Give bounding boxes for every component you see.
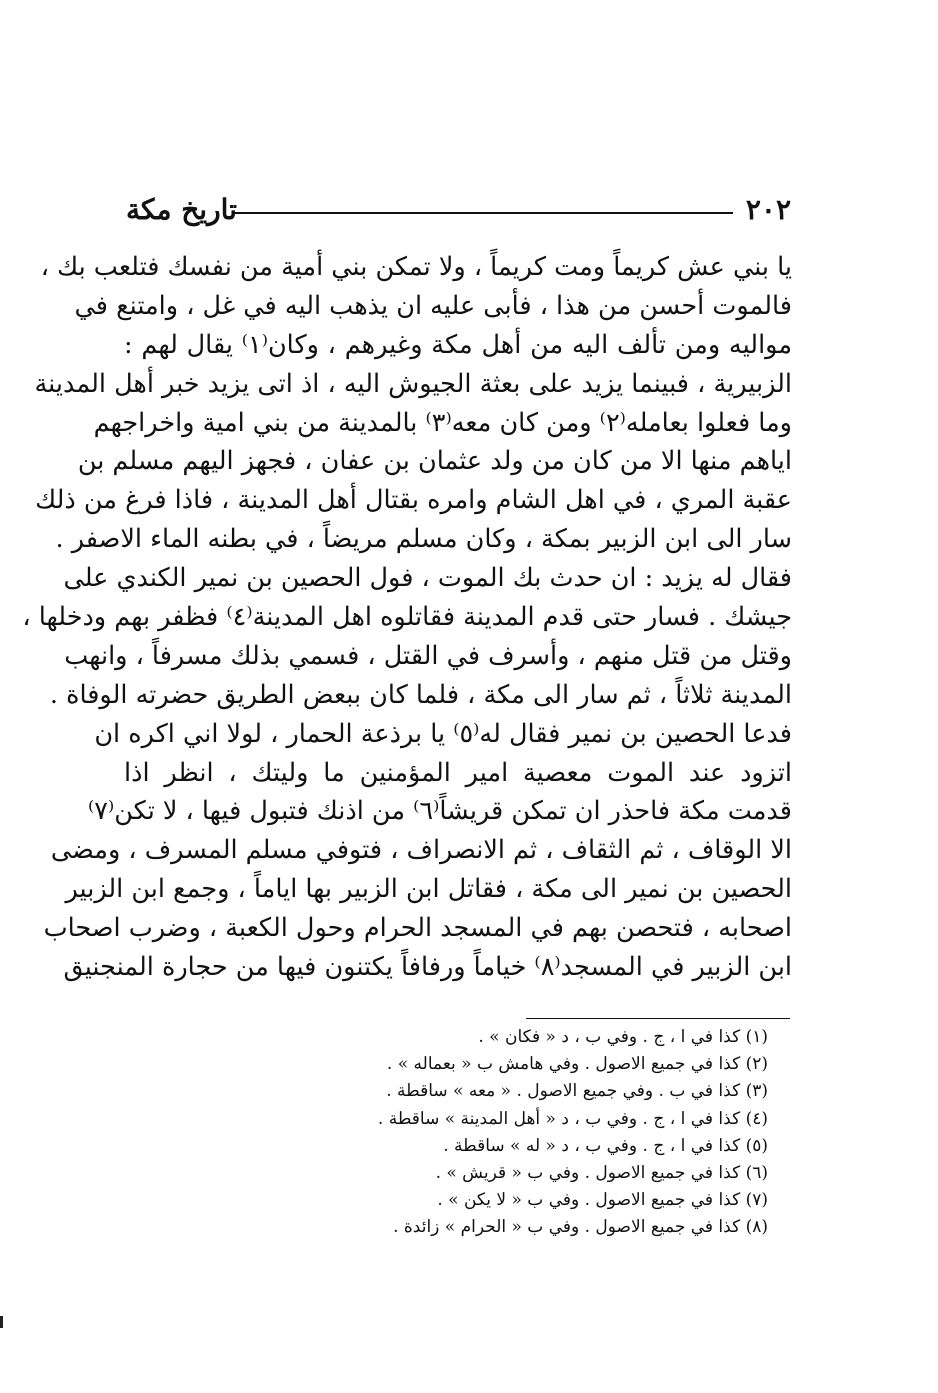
text-line: الا الوقاف ، ثم الثقاف ، ثم الانصراف ، فتوفي مسلم المسرف ، ومضى xyxy=(50,835,792,866)
text-line: الحصين بن نمير الى مكة ، فقاتل ابن الزبير بها اياماً ، وجمع ابن الزبير xyxy=(65,874,792,905)
footnote: (٥) كذا في ا ، ج . وفي ب ، د « له » ساقطة . xyxy=(443,1135,768,1156)
footnote: (٨) كذا في جميع الاصول . وفي ب « الحرام » زائدة . xyxy=(393,1217,768,1238)
header-rule xyxy=(234,212,733,214)
running-title: تاريخ مكة xyxy=(126,193,237,226)
text-line: فقال له يزيد : ان حدث بك الموت ، فول الحصين بن نمير الكندي على xyxy=(63,563,792,594)
text-line: وقتل من قتل منهم ، وأسرف في القتل ، فسمي بذلك مسرفاً ، وانهب xyxy=(64,640,792,671)
text-line: اتزود عند الموت معصية امير المؤمنين ما وليتك ، انظر اذا xyxy=(124,757,792,788)
text-line: المدينة ثلاثاً ، ثم سار الى مكة ، فلما كان ببعض الطريق حضرته الوفاة . xyxy=(49,679,792,710)
text-line: وما فعلوا بعامله⁽٢⁾ ومن كان معه⁽٣⁾ بالمدينة من بني امية واخراجهم xyxy=(93,407,792,438)
footnote: (٤) كذا في ا ، ج . وفي ب ، د « أهل المدينة » ساقطة . xyxy=(377,1108,768,1129)
page-number: ٢٠٢ xyxy=(745,193,791,226)
text-line: فالموت أحسن من هذا ، فأبى عليه ان يذهب اليه في غل ، وامتنع في xyxy=(74,290,792,321)
text-line: قدمت مكة فاحذر ان تمكن قريشاً⁽٦⁾ من اذنك فتبول فيها ، لا تكن⁽٧⁾ xyxy=(87,796,792,827)
footnote: (٧) كذا في جميع الاصول . وفي ب « لا يكن » . xyxy=(437,1190,768,1211)
text-line: مواليه ومن تألف اليه من أهل مكة وغيرهم ، وكان⁽١⁾ يقال لهم : xyxy=(124,329,792,360)
text-line: اصحابه ، فتحصن بهم في المسجد الحرام وحول الكعبة ، وضرب اصحاب xyxy=(43,913,792,944)
footnotes xyxy=(300,1024,768,1242)
text-line: ابن الزبير في المسجد⁽٨⁾ خياماً ورفافاً يكتنون فيها من حجارة المنجنيق xyxy=(63,952,792,983)
footnote: (١) كذا في ا ، ج . وفي ب ، د « فكان » . xyxy=(478,1027,768,1047)
text-line: عقبة المري ، في اهل الشام وامره بقتال أهل المدينة ، فاذا فرغ من ذلك xyxy=(35,485,792,516)
main-text xyxy=(22,248,792,987)
text-line: الزبيرية ، فبينما يزيد على بعثة الجيوش اليه ، اذ اتى يزيد خبر أهل المدينة xyxy=(34,368,792,399)
footnote: (٢) كذا في جميع الاصول . وفي هامش ب « بعماله » . xyxy=(386,1054,768,1075)
page-header xyxy=(126,188,791,232)
footnote-separator xyxy=(526,1018,790,1019)
text-line: جيشك . فسار حتى قدم المدينة فقاتلوه اهل المدينة⁽٤⁾ فظفر بهم ودخلها ، xyxy=(22,602,792,633)
text-line: فدعا الحصين بن نمير فقال له⁽٥⁾ يا برذعة الحمار ، لولا اني اكره ان xyxy=(94,718,792,749)
text-line: يا بني عش كريماً ومت كريماً ، ولا تمكن بني أمية من نفسك فتلعب بك ، xyxy=(40,252,792,282)
text-line: اياهم منها الا من كان من ولد عثمان بن عفان ، فجهز اليهم مسلم بن xyxy=(77,446,792,477)
scan-margin-mark xyxy=(0,1316,3,1328)
text-line: سار الى ابن الزبير بمكة ، وكان مسلم مريضاً ، في بطنه الماء الاصفر . xyxy=(55,524,792,555)
footnote: (٦) كذا في جميع الاصول . وفي ب « قريش » . xyxy=(435,1162,768,1183)
footnote: (٣) كذا في ب . وفي جميع الاصول . « معه » ساقطة . xyxy=(386,1081,768,1102)
